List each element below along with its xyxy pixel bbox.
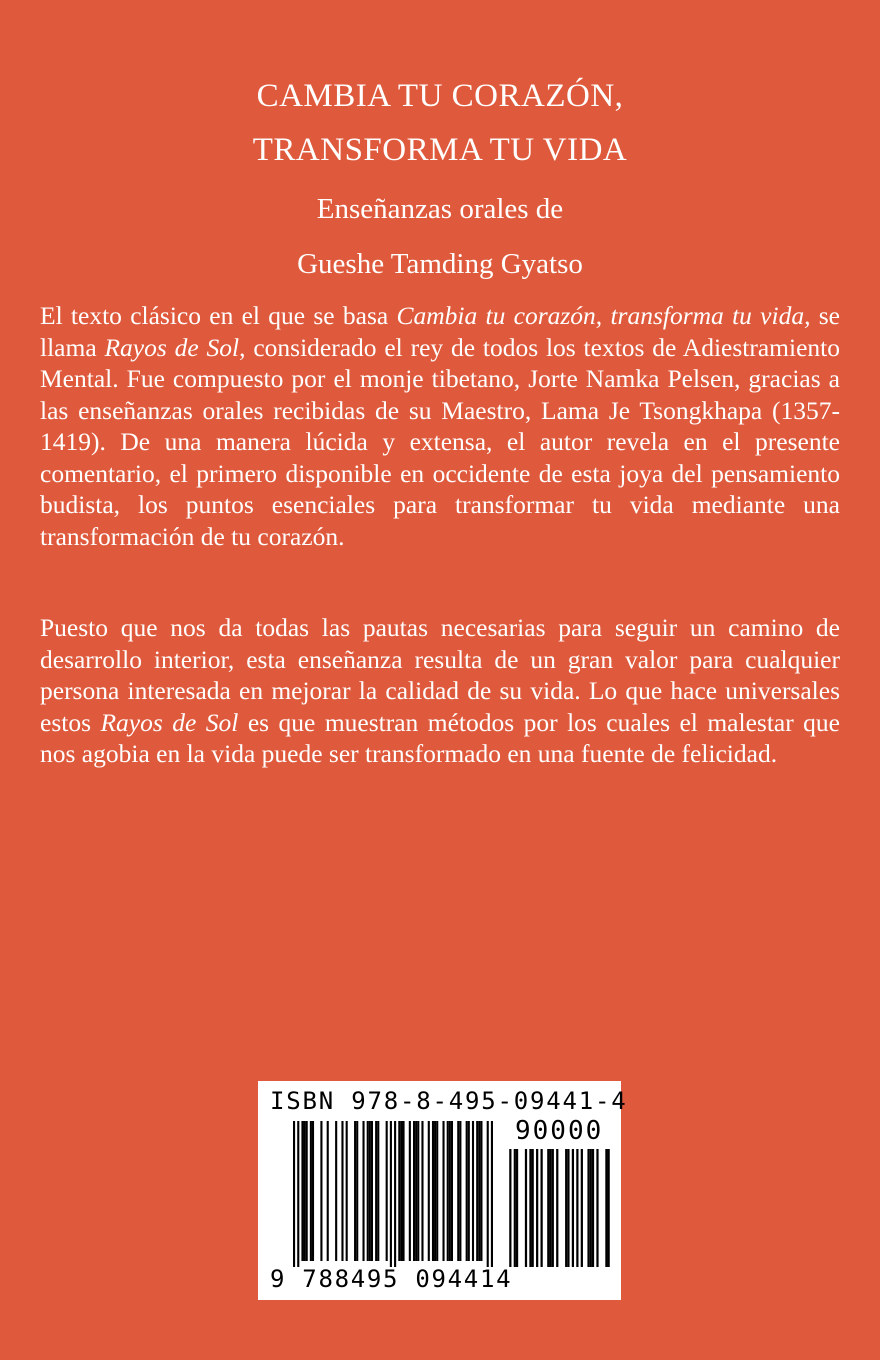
barcode-bar — [449, 1121, 451, 1261]
barcode-bar — [297, 1121, 299, 1267]
addon-barcode-bars — [507, 1149, 612, 1267]
barcode-bar — [605, 1149, 607, 1267]
barcode-bar — [491, 1121, 493, 1267]
barcode-bar — [417, 1121, 419, 1261]
barcode-bar — [362, 1121, 364, 1261]
title-line-2: TRANSFORMA TU VIDA — [252, 132, 628, 168]
title-line-1: CAMBIA TU CORAZÓN, — [256, 78, 624, 114]
barcode-bar — [478, 1121, 480, 1261]
paragraph_1-segment: El texto clásico en el que se basa — [40, 301, 397, 330]
price-code: 90000 — [515, 1116, 604, 1146]
barcode-bar — [369, 1121, 371, 1261]
barcode-bar — [567, 1149, 569, 1267]
barcode-bar — [590, 1149, 592, 1267]
isbn-barcode — [258, 1081, 628, 1300]
barcode-bar — [581, 1149, 583, 1267]
barcode-bar — [592, 1149, 594, 1267]
isbn-label: ISBN 978-8-495-09441-4 — [270, 1087, 628, 1115]
barcode-bar — [436, 1121, 438, 1261]
barcode-bar — [541, 1149, 543, 1267]
barcode-bar — [346, 1121, 348, 1261]
barcode-bar — [434, 1121, 436, 1261]
barcode-bar — [301, 1121, 303, 1261]
barcode-bar — [525, 1149, 527, 1267]
barcode-bar — [398, 1121, 400, 1261]
paragraph_1-segment: Rayos de Sol — [104, 332, 240, 362]
barcode-bar — [386, 1121, 388, 1261]
barcode-bar — [466, 1121, 468, 1261]
paragraph_2-segment: es que muestran métodos por los cuales el malestar que nos agobia en la vida puede ser transformado en una fuente de felicidad. — [40, 707, 841, 768]
barcode-bar — [304, 1121, 306, 1261]
barcode-bar — [459, 1121, 461, 1261]
barcode-bar — [472, 1121, 474, 1261]
barcode-bar — [596, 1149, 598, 1267]
barcode-bar — [402, 1121, 404, 1261]
barcode-bar — [421, 1121, 423, 1261]
barcode-bar — [532, 1149, 534, 1267]
barcode-bar — [556, 1149, 558, 1267]
barcode-bar — [536, 1149, 538, 1267]
barcode-bar — [552, 1149, 554, 1267]
paragraph_2-segment: Rayos de Sol — [100, 707, 239, 737]
barcode-bar — [310, 1121, 312, 1261]
paragraph_1-segment: Cambia tu corazón, transforma tu vida, — [396, 301, 811, 330]
barcode-bar — [354, 1121, 356, 1261]
barcode-bar — [415, 1121, 417, 1261]
barcode-bar — [514, 1149, 516, 1267]
barcode-bar — [390, 1121, 392, 1267]
barcode-bar — [327, 1121, 329, 1261]
barcode-bar — [409, 1121, 411, 1261]
ean-digits: 9 788495 094414 — [270, 1265, 513, 1293]
barcode-bar — [509, 1149, 511, 1267]
barcode-bar — [587, 1149, 589, 1267]
barcode-bar — [516, 1149, 518, 1267]
barcode-bar — [447, 1121, 449, 1261]
barcode-bar — [367, 1121, 369, 1261]
barcode-bar — [377, 1121, 379, 1261]
ean13-barcode-bars — [293, 1121, 493, 1267]
barcode-bar — [312, 1121, 314, 1261]
barcode-bar — [413, 1121, 415, 1261]
barcode-bar — [320, 1121, 322, 1261]
barcode-bar — [442, 1121, 444, 1261]
barcode-bar — [400, 1121, 402, 1261]
paragraph_1-segment: se llama — [40, 301, 840, 362]
barcode-bar — [451, 1121, 453, 1261]
subtitle-line-1: Enseñanzas orales de — [316, 193, 564, 225]
barcode-bar — [428, 1121, 430, 1261]
subtitle-line-2: Gueshe Tamding Gyatso — [297, 248, 583, 280]
barcode-bar — [565, 1149, 567, 1267]
barcode-bar — [547, 1149, 549, 1267]
barcode-bar — [457, 1121, 459, 1261]
barcode-bar — [356, 1121, 358, 1261]
barcode-bar — [468, 1121, 470, 1261]
barcode-bar — [608, 1149, 610, 1267]
barcode-bar — [487, 1121, 489, 1267]
description-paragraph-2 — [40, 612, 840, 770]
barcode-bar — [432, 1121, 434, 1261]
barcode-bar — [394, 1121, 396, 1267]
barcode-bar — [371, 1121, 373, 1261]
barcode-bar — [576, 1149, 578, 1267]
paragraph_2-segment: Puesto que nos da todas las pautas necesarias para seguir un camino de desarrollo interior, esta enseñanza resulta de un gran valor para cualquier persona interesada en mejorar la calidad de su vida. Lo que hace universales estos — [40, 613, 840, 737]
barcode-bar — [375, 1121, 377, 1261]
barcode-bar — [572, 1149, 574, 1267]
barcode-bar — [293, 1121, 295, 1267]
paragraph_1-segment: , considerado el rey de todos los textos de Adiestramiento Mental. Fue compuesto por el monje tibetano, Jorte Namka Pelsen, gracias a las enseñanzas orales recibidas de su Maestro, Lama Je Tsongkhapa (1357-1419). De una manera lúcida y extensa, el autor revela en el presente comentario, el primero disponible en occidente de esta joya del pensamiento budista, los puntos esenciales para transformar tu vida mediante una transformación de tu corazón. — [40, 332, 840, 551]
barcode-bar — [306, 1121, 308, 1261]
description-paragraph-1 — [40, 300, 840, 552]
barcode-bar — [335, 1121, 337, 1261]
barcode-bar — [480, 1121, 482, 1261]
barcode-bar — [476, 1121, 478, 1261]
barcode-bar — [341, 1121, 343, 1261]
barcode-bar — [529, 1149, 531, 1267]
barcode-bar — [549, 1149, 551, 1267]
